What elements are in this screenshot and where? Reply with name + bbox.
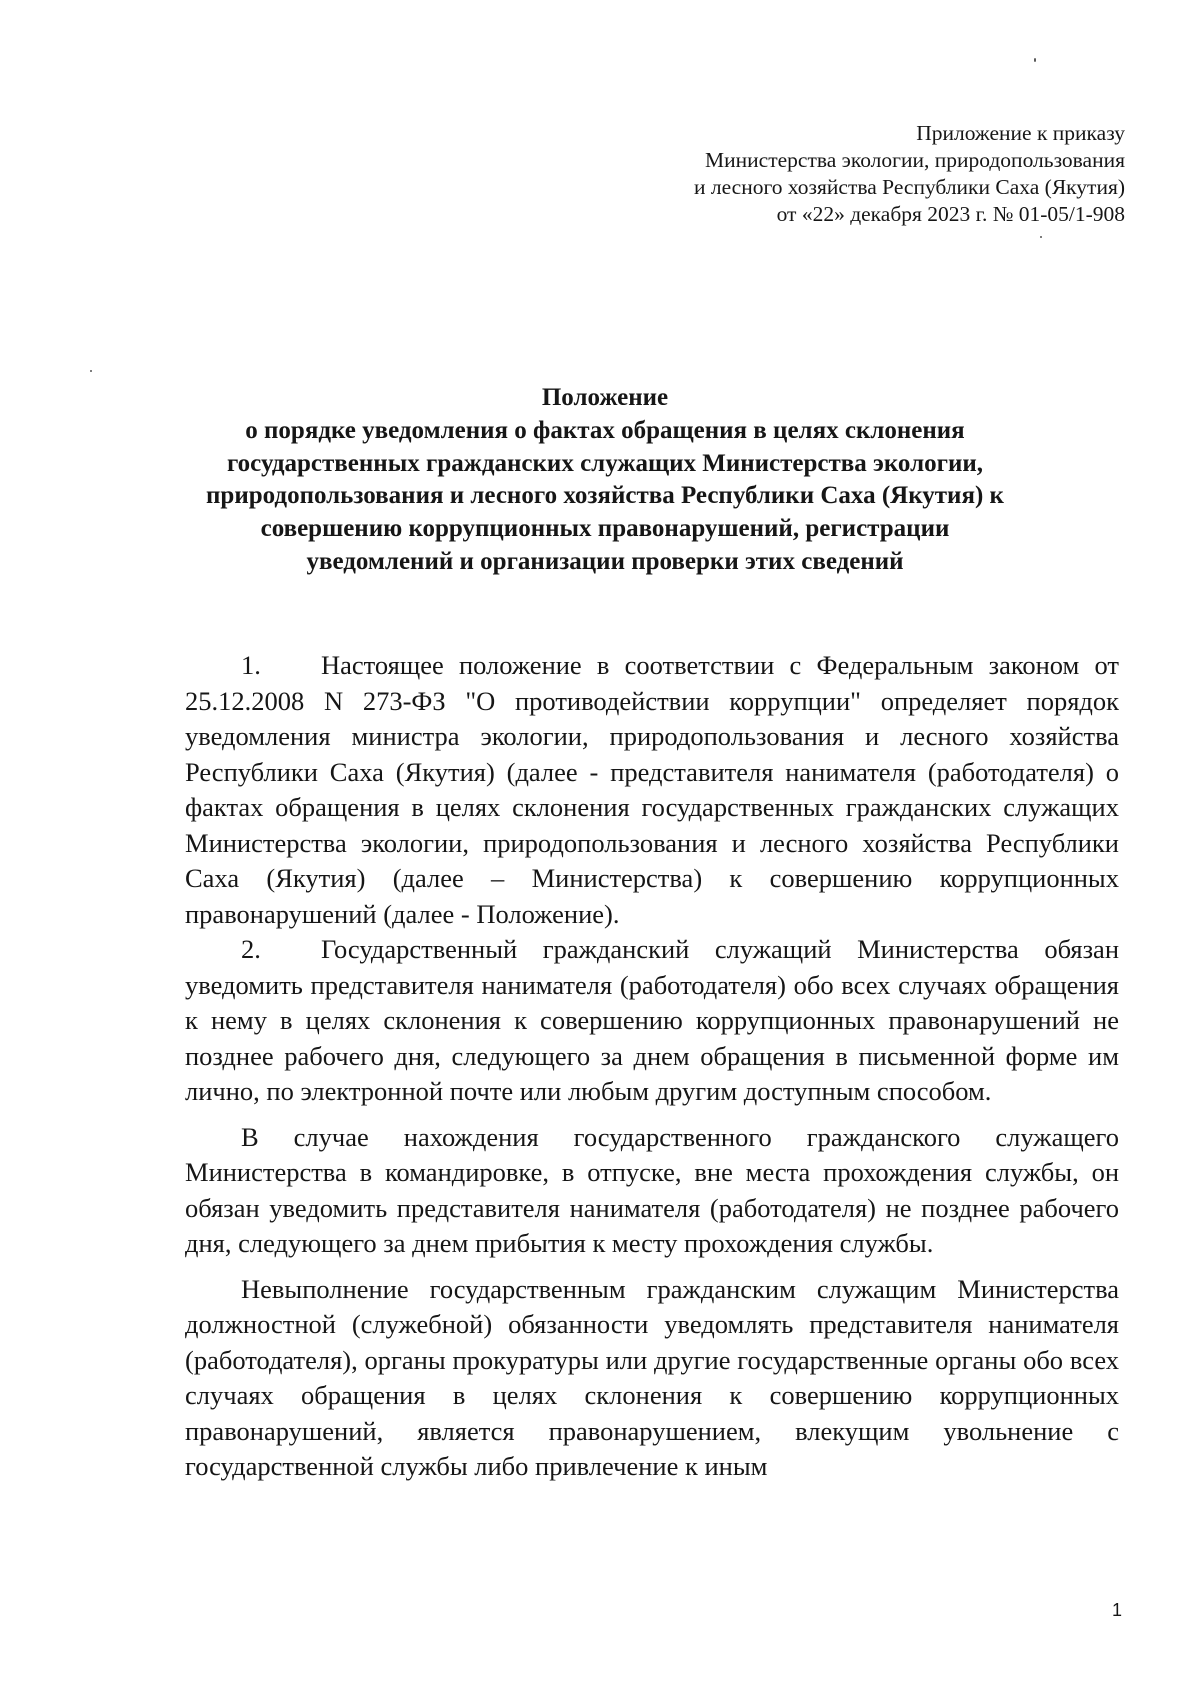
paragraph-number: 2. (241, 934, 261, 964)
paragraph-number: 1. (241, 650, 261, 680)
document-body (185, 648, 1119, 1485)
paragraph (185, 1272, 1119, 1485)
title-line: Положение (541, 384, 669, 411)
scan-speck (1034, 58, 1036, 62)
page-number: 1 (1111, 1600, 1122, 1620)
appendix-line: Приложение к приказу (916, 121, 1125, 145)
paragraph (185, 1120, 1119, 1262)
paragraph-text: Настоящее положение в соответствии с Федеральным законом от 25.12.2008 N 273-ФЗ "О противодействии коррупции" определяет порядок уведомления министра экологии, природопользования и лесного хозяйства Республики Саха (Якутия) (далее - представителя нанимателя (работодателя) о фактах обращения в целях склонения государственных гражданских служащих Министерства экологии, природопользования и лесного хозяйства Республики Саха (Якутия) (далее – Министерства) к совершению коррупционных правонарушений (далее - Положение). (185, 650, 1119, 929)
title-line: совершению коррупционных правонарушений, регистрации (260, 515, 950, 543)
title-line: о порядке уведомления о фактах обращения в целях склонения (245, 416, 965, 444)
paragraph (185, 648, 1119, 932)
title-line: уведомлений и организации проверки этих сведений (306, 547, 904, 575)
appendix-note (565, 120, 1125, 228)
paragraph-text: В случае нахождения государственного гражданского служащего Министерства в командировке, в отпуске, вне места прохождения службы, он обязан уведомить представителя нанимателя (работодателя) не позднее рабочего дня, следующего за днем прибытия к месту прохождения службы. (185, 1121, 1119, 1258)
appendix-line: от «22» декабря 2023 г. № 01-05/1-908 (776, 202, 1125, 226)
appendix-line: и лесного хозяйства Республики Саха (Якутия) (693, 175, 1125, 199)
title-line: государственных гражданских служащих Министерства экологии, (226, 449, 984, 477)
paragraph-text: Государственный гражданский служащий Министерства обязан уведомить представителя нанимателя (работодателя) обо всех случаях обращения к нему в целях склонения к совершению коррупционных правонарушений не позднее рабочего дня, следующего за днем обращения в письменной форме им лично, по электронной почте или любым другим доступным способом. (185, 934, 1119, 1106)
paragraph-text: Невыполнение государственным гражданским служащим Министерства должностной (служебной) обязанности уведомлять представителя нанимателя (работодателя), органы прокуратуры или другие государственные органы обо всех случаях обращения в целях склонения к совершению коррупционных правонарушений, является правонарушением, влекущим увольнение с государственной службы либо привлечение к иным (185, 1273, 1119, 1481)
paragraph (185, 932, 1119, 1110)
appendix-line: Министерства экологии, природопользования (705, 148, 1125, 172)
document-title (175, 382, 1035, 579)
scan-speck (1040, 236, 1042, 238)
title-line: природопользования и лесного хозяйства Республики Саха (Якутия) к (206, 482, 1004, 510)
scan-speck (90, 370, 92, 372)
